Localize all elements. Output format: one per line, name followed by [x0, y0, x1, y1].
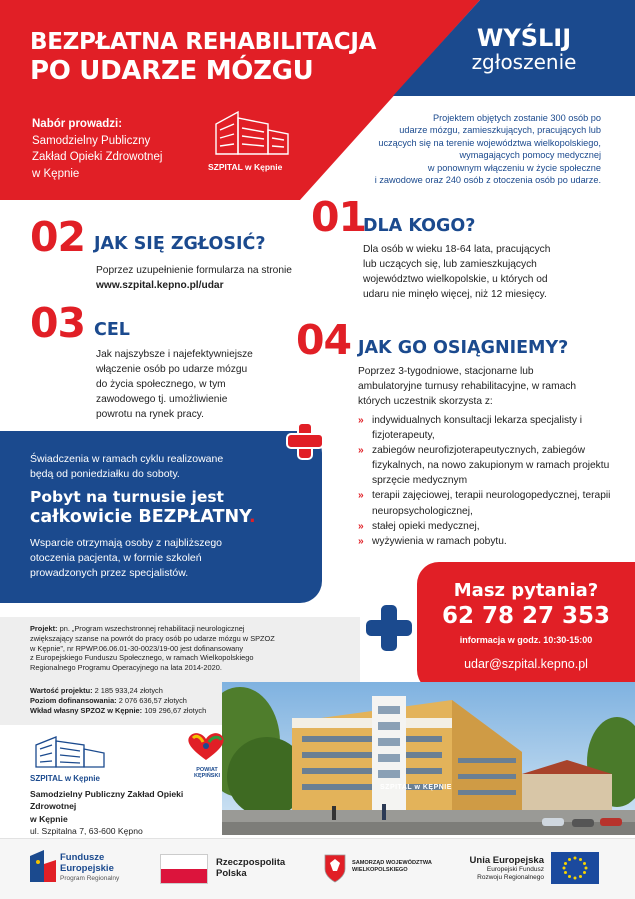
- value-amount: 2 185 933,24 złotych: [94, 686, 163, 695]
- organizer-name-line: Zakład Opieki Zdrowotnej: [32, 151, 163, 164]
- text-line: udaru nie minęło więcej, niż 12 miesięcy.: [363, 289, 547, 301]
- intro-line: w ponownym włączeniu w życie społeczne: [427, 162, 601, 173]
- fe-logo-text: [60, 852, 119, 883]
- text-line: KĘPIŃSKI: [194, 773, 220, 780]
- funding-amount: 2 076 636,57 złotych: [118, 695, 187, 705]
- project-description: [30, 624, 330, 673]
- hospital-logo-text: SZPITAL w Kępnie: [208, 162, 283, 172]
- project-intro: [331, 112, 601, 187]
- text-line: Świadczenia w ramach cyklu realizowane: [30, 453, 224, 465]
- text-line: powrotu na rynek pracy.: [96, 409, 204, 421]
- text-line: POWIAT: [196, 767, 218, 773]
- list-item: » stałej opieki medycznej,: [358, 519, 620, 534]
- text-line: Poprzez uzupełnienie formularza na stronie: [96, 265, 292, 276]
- address-street: ul. Szpitalna 7, 63-600 Kępno: [30, 826, 143, 837]
- intro-line: i zawodowe oraz 240 osób z otoczenia osób po udarze.: [374, 175, 601, 186]
- samorzad-logo-text: [352, 860, 432, 875]
- section-01-text: [363, 242, 613, 302]
- text-line: Jak najszybsze i najefektywniejsze: [96, 349, 253, 360]
- organizer-name-line: Samodzielny Publiczny: [32, 134, 151, 147]
- benefits-list: [358, 413, 620, 549]
- text-line: lub uczących się, lub zamieszkujących: [363, 259, 537, 271]
- hospital-building-photo: [222, 682, 635, 835]
- registration-link[interactable]: www.szpital.kepno.pl/udar: [96, 280, 224, 292]
- text-line: będą od poniedziałku do soboty.: [30, 468, 180, 481]
- text-line: Europejskie: [60, 863, 114, 875]
- section-04-intro: [358, 364, 620, 409]
- eu-flag-icon: [551, 852, 599, 884]
- text-line: w Kępnie”, nr RPWP.06.06.01-30-0023/19-00 jest dofinansowany: [30, 643, 244, 653]
- text-line: z Europejskiego Funduszu Społecznego, w ramach Wielkopolskiego: [30, 653, 254, 663]
- text-line: Regionalnego Programu Operacyjnego na lata 2014-2020.: [30, 663, 222, 673]
- text-line: których uczestnik skorzysta z:: [358, 396, 493, 408]
- text-line: SAMORZĄD WOJEWÓDZTWA: [352, 860, 432, 866]
- text-line: ambulatoryjne turnusy rehabilitacyjne, w ramach: [358, 381, 577, 393]
- section-04-title: JAK GO OSIĄGNIEMY?: [358, 338, 569, 358]
- text-line: Fundusze: [60, 852, 105, 863]
- rp-logo-text: [216, 857, 285, 880]
- page-title-line-1: BEZPŁATNA REHABILITACJA: [30, 29, 377, 55]
- section-03-text: [96, 347, 296, 422]
- red-dot: .: [248, 507, 256, 528]
- text-line: włączenie osób po udarze mózgu: [96, 364, 248, 376]
- send-small-label: zgłoszenie: [471, 50, 577, 74]
- fe-logo-icon: [30, 850, 56, 882]
- organizer-block: [32, 116, 162, 183]
- send-big-label: WYŚLIJ: [476, 24, 572, 52]
- contact-hours: informacja w godz. 10:30-15:00: [459, 635, 593, 645]
- section-02-text: [96, 263, 326, 293]
- hospital-logo-blue: [30, 735, 120, 781]
- section-04-number: 04: [296, 316, 352, 364]
- text-line: zwiększający szanse na powrót do pracy osób po udarze mózgu w SPZOZ: [30, 633, 275, 643]
- powiat-heart-icon: [183, 730, 229, 762]
- section-01-number: 01: [311, 193, 367, 241]
- contact-phone[interactable]: 62 78 27 353: [441, 603, 611, 629]
- text-line: Program Regionalny: [60, 874, 120, 882]
- section-03-title: CEL: [94, 320, 130, 340]
- funding-label: Poziom dofinansowania:: [30, 695, 117, 705]
- hospital-building-icon: [208, 110, 296, 156]
- send-application-button[interactable]: [449, 24, 599, 74]
- text-line: Wsparcie otrzymają osoby z najbliższego: [30, 537, 222, 549]
- intro-line: Projektem objętych zostanie 300 osób po: [432, 113, 601, 123]
- text-line: Poprzez 3-tygodniowe, stacjonarne lub: [358, 366, 534, 377]
- text-line: całkowicie BEZPŁATNY: [30, 507, 249, 528]
- text-line: w Kępnie: [30, 813, 68, 824]
- hospital-logo-text: SZPITAL w Kępnie: [30, 774, 100, 783]
- value-label: Wartość projektu:: [30, 686, 93, 695]
- eu-logo-text: [452, 855, 544, 882]
- list-item: » indywidualnych konsultacji lekarza specjalisty i fizjoterapeuty,: [358, 413, 620, 443]
- list-item: » terapii zajęciowej, terapii neurologopedycznej, terapii neuropsychologicznej,: [358, 488, 620, 518]
- section-02-number: 02: [30, 213, 86, 261]
- text-line: Rzeczpospolita: [216, 857, 286, 868]
- text-line: Polska: [216, 868, 247, 880]
- section-01-title: DLA KOGO?: [363, 216, 476, 236]
- blue-cross-icon: [364, 603, 414, 653]
- intro-line: uczących się na terenie województwa wielkopolskiego,: [378, 137, 601, 148]
- hospital-logo: [208, 110, 296, 170]
- text-line: Rozwoju Regionalnego: [477, 874, 544, 882]
- list-item: » zabiegów neurofizjoterapeutycznych, zabiegów fizykalnych, na nowo zakupionym w ramach projektu sprzęcie medycznym: [358, 443, 620, 488]
- project-label: Projekt:: [30, 624, 58, 633]
- organizer-label: Nabór prowadzi:: [32, 118, 123, 130]
- section-02-title: JAK SIĘ ZGŁOSIĆ?: [94, 234, 266, 254]
- text-line: WIELKOPOLSKIEGO: [352, 867, 408, 874]
- text-line: otoczenia pacjenta, w formie szkoleń: [30, 552, 202, 565]
- text-line: prowadzonych przez specjalistów.: [30, 567, 189, 580]
- text-line: województwo wielkopolskie, u których od: [363, 274, 548, 286]
- page-title-line-2: PO UDARZE MÓZGU: [30, 56, 314, 86]
- hospital-building-icon: [30, 735, 110, 769]
- text-line: Samodzielny Publiczny Zakład Opieki Zdrowotnej: [30, 789, 184, 812]
- intro-line: udarze mózgu, zamieszkujących, pracujących lub: [399, 125, 601, 136]
- section-03-number: 03: [30, 299, 86, 347]
- text-line: do życia społecznego, w tym: [96, 379, 226, 391]
- polish-flag-icon: [160, 854, 208, 884]
- list-item: » wyżywienia w ramach pobytu.: [358, 534, 620, 549]
- own-contribution-amount: 109 296,67 złotych: [144, 705, 207, 715]
- own-contribution-label: Wkład własny SPZOZ w Kępnie:: [30, 705, 143, 715]
- text-line: pn. „Program wszechstronnej rehabilitacji neurologicznej: [59, 624, 245, 633]
- intro-line: wymagających pomocy medycznej: [459, 150, 601, 161]
- text-line: Pobyt na turnusie jest: [30, 488, 224, 506]
- support-text: [30, 536, 298, 582]
- text-line: Dla osób w wieku 18-64 lata, pracujących: [363, 244, 551, 255]
- building-sign: SZPITAL w KĘPNIE: [380, 784, 452, 791]
- text-line: Unia Europejska: [469, 855, 544, 866]
- contact-question: Masz pytania?: [453, 580, 599, 601]
- text-line: Europejski Fundusz: [486, 866, 544, 874]
- wielkopolska-crest-icon: [323, 853, 347, 883]
- contact-email[interactable]: udar@szpital.kepno.pl: [464, 657, 588, 671]
- powiat-logo-text: [183, 767, 231, 779]
- organizer-name-line: w Kępnie: [32, 168, 80, 181]
- free-stay-heading: [30, 488, 315, 529]
- text-line: zawodowego tj. umożliwienie: [96, 394, 228, 406]
- schedule-text: [30, 452, 298, 482]
- powiat-logo: [183, 730, 231, 780]
